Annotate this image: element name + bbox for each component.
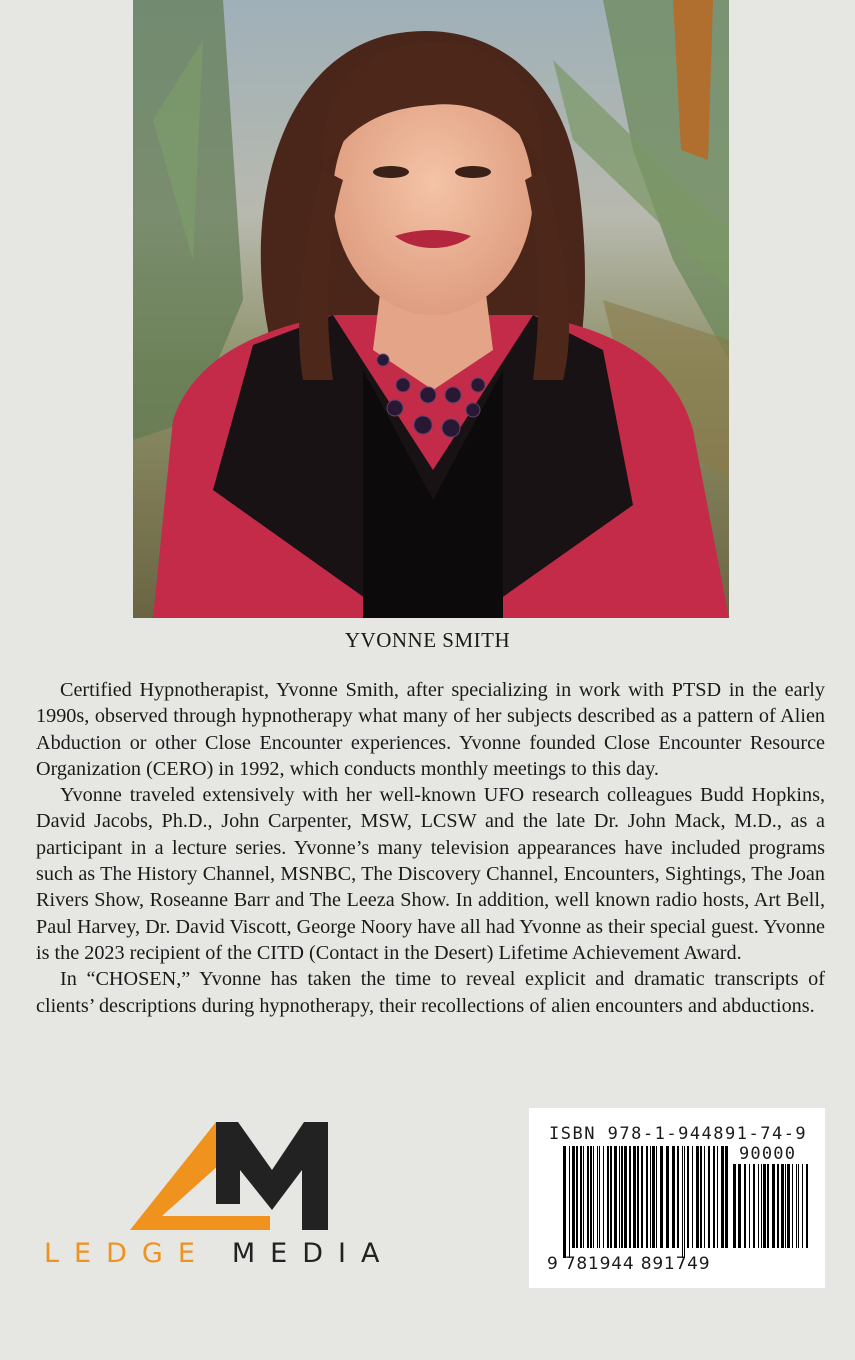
barcode-bar — [587, 1146, 589, 1248]
barcode-bar — [633, 1146, 636, 1248]
barcode-bar — [621, 1146, 623, 1248]
barcode-bar — [733, 1164, 736, 1248]
author-name: YVONNE SMITH — [344, 628, 511, 652]
barcode-bar — [708, 1146, 710, 1248]
bio-paragraph: Certified Hypnotherapist, Yvonne Smith, after specializing in work with PTSD in the early 1990s, observed through hypnotherapy what many of her subjects described as a pattern of Alien Abduction or other Close Encounter experiences. Yvonne founded Close Encounter Resource Organization (CERO) in 1992, which conducts monthly meetings to this day. — [36, 679, 825, 780]
barcode-bar — [660, 1146, 663, 1248]
barcode-bar — [619, 1146, 620, 1248]
barcode-bar — [629, 1146, 631, 1248]
publisher-name — [44, 1238, 394, 1269]
barcode-bar — [787, 1164, 790, 1248]
barcode-bar — [798, 1164, 799, 1248]
ledge-media-logo-mark — [40, 1118, 340, 1238]
barcode-bar — [700, 1146, 702, 1248]
barcode-bar — [590, 1146, 592, 1248]
barcode-bar — [684, 1146, 685, 1258]
barcode-bar — [717, 1146, 718, 1248]
barcode-bar — [563, 1146, 566, 1258]
barcode-bar — [607, 1146, 609, 1248]
barcode-bar — [637, 1146, 639, 1248]
barcode-bar — [802, 1164, 803, 1248]
barcode-bar — [677, 1146, 679, 1248]
barcode-bar — [599, 1146, 600, 1248]
publisher-name-media: MEDIA — [231, 1238, 395, 1269]
author-photo — [133, 0, 729, 618]
barcode-bar — [785, 1164, 786, 1248]
barcode-bar — [767, 1164, 769, 1248]
barcode-bar — [672, 1146, 675, 1248]
barcode-bar — [806, 1164, 808, 1248]
isbn-digits: 9 781944 891749 — [547, 1254, 711, 1274]
barcode-bars-addon — [733, 1164, 811, 1258]
barcode-bar — [576, 1146, 578, 1248]
barcode-bar — [593, 1146, 594, 1248]
barcode-bar — [772, 1164, 775, 1248]
author-bio — [36, 677, 825, 1019]
barcode-bar — [721, 1146, 724, 1248]
barcode-bars-main — [563, 1146, 729, 1258]
barcode-bar — [650, 1146, 651, 1248]
barcode-bar — [682, 1146, 683, 1258]
barcode-bar — [792, 1164, 793, 1248]
barcode-bar — [624, 1146, 627, 1248]
publisher-name-ledge: LEDGE — [44, 1238, 210, 1269]
price-code: 90000 — [739, 1144, 797, 1164]
barcode-bar — [641, 1146, 643, 1248]
barcode-bar — [704, 1146, 705, 1248]
isbn-barcode — [529, 1108, 825, 1288]
barcode-bar — [753, 1164, 755, 1248]
barcode-bar — [796, 1164, 797, 1248]
barcode-bar — [583, 1146, 584, 1248]
barcode-bar — [569, 1146, 570, 1258]
barcode-bar — [666, 1146, 669, 1248]
barcode-bar — [580, 1146, 582, 1248]
barcode-bar — [656, 1146, 657, 1248]
barcode-bar — [763, 1164, 766, 1248]
barcode-bar — [749, 1164, 750, 1248]
bio-paragraph: Yvonne traveled extensively with her well-known UFO research colleagues Budd Hopkins, David Jacobs, Ph.D., John Carpenter, MSW, LCSW and the late Dr. John Mack, M.D., as a participant in a lecture series. Yvonne’s many television appearances have included programs such as The History Channel, MSNBC, The Discovery Channel, Encounters, Sightings, The Joan Rivers Show, Roseanne Barr and The Leeza Show. In addition, well known radio hosts, Art Bell, Paul Harvey, Dr. David Viscott, George Noory have all had Yvonne as their special guest. Yvonne is the 2023 recipient of the CITD (Contact in the Desert) Lifetime Achievement Award. — [36, 784, 825, 964]
barcode-bar — [614, 1146, 617, 1248]
barcode-bar — [761, 1164, 762, 1248]
bio-paragraph: In “CHOSEN,” Yvonne has taken the time to reveal explicit and dramatic transcripts of clients’ descriptions during hypnotherapy, their recollections of alien encounters and abductions. — [36, 968, 825, 1017]
barcode-bar — [687, 1146, 689, 1248]
barcode-bar — [610, 1146, 612, 1248]
publisher-logo — [40, 1118, 420, 1288]
barcode-bar — [781, 1164, 784, 1248]
barcode-bar — [696, 1146, 699, 1248]
barcode-bar — [646, 1146, 648, 1248]
barcode-bar — [692, 1146, 693, 1248]
barcode-bar — [758, 1164, 759, 1248]
barcode-bar — [744, 1164, 746, 1248]
barcode-bar — [603, 1146, 604, 1248]
barcode-bar — [725, 1146, 728, 1248]
barcode-bar — [652, 1146, 655, 1248]
barcode-bar — [572, 1146, 575, 1248]
barcode-bar — [597, 1146, 598, 1248]
isbn-label: ISBN 978-1-944891-74-9 — [549, 1124, 808, 1144]
logo-dark-m — [216, 1122, 328, 1230]
barcode-bar — [713, 1146, 715, 1248]
author-portrait-image — [133, 0, 729, 618]
barcode-bar — [738, 1164, 741, 1248]
barcode-bar — [777, 1164, 779, 1248]
